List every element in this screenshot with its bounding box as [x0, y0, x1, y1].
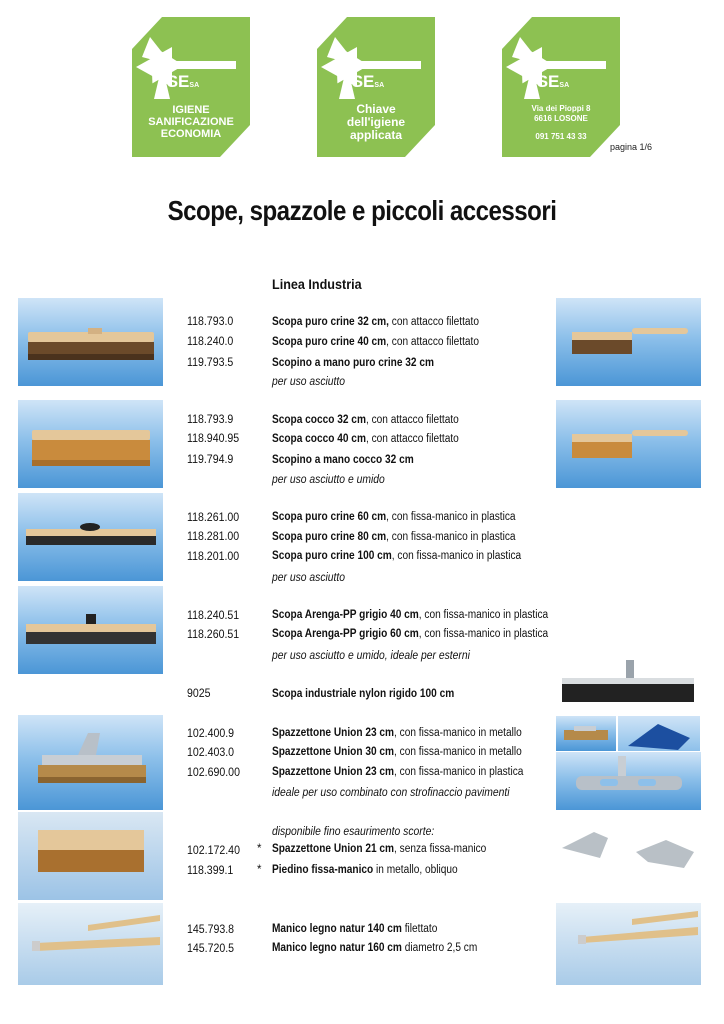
logo-address-city: 6616 LOSONE: [534, 114, 588, 123]
product-desc: [272, 336, 479, 348]
product-code: 118.240.0: [187, 336, 234, 348]
photo-metal-feet: [556, 812, 701, 900]
product-detail: , con fissa-manico in plastica: [386, 531, 516, 543]
logo-brand: ISE: [347, 72, 375, 91]
product-code: 9025: [187, 688, 211, 700]
product-name: Piedino fissa-manico: [272, 864, 374, 876]
usage-note: per uso asciutto: [272, 572, 346, 584]
product-name: Spazzettone Union 21 cm: [272, 843, 395, 855]
product-desc: [272, 864, 458, 876]
usage-note: per uso asciutto e umido, ideale per esterni: [272, 650, 470, 662]
product-code: 119.793.5: [187, 357, 234, 369]
product-code: 118.261.00: [187, 512, 240, 524]
product-desc: [272, 550, 521, 562]
logo-brand-suffix: SA: [559, 82, 570, 89]
asterisk-marker: *: [257, 864, 262, 876]
logo-line-1: IGIENE: [172, 104, 210, 116]
photo-handle-right: [556, 903, 701, 985]
product-desc: [272, 923, 437, 935]
product-desc: [272, 454, 414, 466]
photo-broom-arenga: [18, 586, 163, 674]
product-detail: , con fissa-manico in plastica: [386, 511, 516, 523]
product-detail: , con fissa-manico in metallo: [394, 746, 522, 758]
product-desc: [272, 316, 479, 328]
page-title: Scope, spazzole e piccoli accessori: [167, 195, 557, 226]
usage-note: per uso asciutto: [272, 376, 346, 388]
product-detail: con attacco filettato: [388, 316, 480, 328]
product-name: Scopa puro crine 40 cm: [272, 336, 387, 348]
logo-line-3: ECONOMIA: [160, 128, 222, 140]
product-detail: in metallo, obliquo: [373, 864, 458, 876]
usage-note: ideale per uso combinato con strofinaccio pavimenti: [272, 787, 510, 799]
product-code: 102.403.0: [187, 747, 235, 759]
photo-broom-coconut: [18, 400, 163, 488]
product-desc: [272, 531, 516, 543]
product-detail: , con attacco filettato: [365, 433, 459, 445]
logo-line-1: Chiave: [356, 102, 396, 116]
product-detail: diametro 2,5 cm: [401, 942, 478, 954]
logo-igiene: [132, 17, 250, 157]
product-name: Scopa Arenga-PP grigio 60 cm: [272, 628, 419, 640]
logo-brand: ISE: [162, 72, 190, 91]
product-code: 118.240.51: [187, 610, 240, 622]
product-code: 145.720.5: [187, 943, 235, 955]
photo-broom-horsehair: [18, 298, 163, 386]
photo-industrial-nylon: [552, 660, 700, 710]
product-code: 118.260.51: [187, 629, 240, 641]
logo-chiave: [317, 17, 435, 157]
product-name: Scopa industriale nylon rigido 100 cm: [272, 688, 455, 700]
logo-line-3: applicata: [349, 128, 403, 142]
page-number: pagina 1/6: [610, 142, 653, 152]
product-desc: [272, 628, 548, 640]
product-detail: , senza fissa-manico: [394, 843, 487, 855]
product-desc: [272, 609, 548, 621]
product-detail: , con fissa-manico in plastica: [394, 766, 524, 778]
asterisk-marker: *: [257, 843, 262, 855]
logo-address-street: Via dei Pioppi 8: [531, 104, 591, 113]
product-desc: [272, 688, 454, 700]
product-name: Scopa puro crine 32 cm,: [272, 316, 389, 328]
product-name: Scopino a mano cocco 32 cm: [272, 454, 414, 466]
product-desc: [272, 357, 434, 369]
product-detail: , con fissa-manico in plastica: [418, 628, 549, 640]
usage-note: per uso asciutto e umido: [272, 474, 385, 486]
product-code: 118.399.1: [187, 865, 234, 877]
product-desc: [272, 727, 522, 739]
product-code: 118.940.95: [187, 433, 240, 445]
product-name: Manico legno natur 140 cm: [272, 923, 402, 935]
product-desc: [272, 511, 516, 523]
product-detail: , con fissa-manico in metallo: [394, 727, 522, 739]
product-name: Manico legno natur 160 cm: [272, 942, 402, 954]
photo-union-mop: [556, 716, 616, 751]
logo-address: [502, 17, 620, 157]
product-desc: [272, 746, 522, 758]
logo-line-2: dell'igiene: [346, 115, 406, 129]
product-name: Spazzettone Union 30 cm: [272, 746, 395, 758]
photo-union-plastic: [556, 752, 701, 810]
logo-brand: ISE: [532, 72, 560, 91]
photo-hand-brush-coconut: [556, 400, 701, 488]
logo-address-phone: 091 751 43 33: [535, 132, 587, 141]
photo-union-cloth: [618, 716, 700, 751]
product-code: 118.793.0: [187, 316, 234, 328]
product-name: Scopa Arenga-PP grigio 40 cm: [272, 609, 419, 621]
product-name: Scopa cocco 40 cm: [272, 433, 366, 445]
logo-line-2: SANIFICAZIONE: [148, 116, 234, 128]
product-desc: [272, 843, 486, 855]
product-desc: [272, 766, 523, 778]
product-name: Scopa puro crine 100 cm: [272, 550, 392, 562]
photo-broom-wide: [18, 493, 163, 581]
photo-spazzettone-union: [18, 715, 163, 810]
section-title: Linea Industria: [272, 276, 362, 292]
product-detail: filettato: [401, 923, 438, 935]
product-code: 102.690.00: [187, 767, 240, 779]
photo-spazzettone-nohandle: [18, 812, 163, 900]
product-detail: , con attacco filettato: [365, 414, 459, 426]
product-code: 118.793.9: [187, 414, 234, 426]
product-code: 102.172.40: [187, 845, 240, 857]
product-name: Spazzettone Union 23 cm: [272, 766, 395, 778]
product-desc: [272, 433, 459, 445]
product-detail: , con fissa-manico in plastica: [418, 609, 549, 621]
product-code: 119.794.9: [187, 454, 234, 466]
product-code: 118.281.00: [187, 531, 240, 543]
product-name: Scopino a mano puro crine 32 cm: [272, 357, 434, 369]
product-desc: [272, 414, 459, 426]
logo-brand-suffix: SA: [189, 82, 200, 89]
photo-handle-left: [18, 903, 163, 985]
logo-brand-suffix: SA: [374, 82, 385, 89]
product-name: Spazzettone Union 23 cm: [272, 727, 395, 739]
product-name: Scopa puro crine 80 cm: [272, 531, 387, 543]
product-code: 118.201.00: [187, 551, 240, 563]
photo-hand-brush-horsehair: [556, 298, 701, 386]
product-detail: , con attacco filettato: [386, 336, 480, 348]
product-name: Scopa puro crine 60 cm: [272, 511, 387, 523]
product-code: 145.793.8: [187, 924, 235, 936]
product-code: 102.400.9: [187, 728, 235, 740]
product-desc: [272, 942, 477, 954]
product-name: Scopa cocco 32 cm: [272, 414, 366, 426]
product-detail: , con fissa-manico in plastica: [391, 550, 522, 562]
availability-note: disponibile fino esaurimento scorte:: [272, 826, 435, 838]
